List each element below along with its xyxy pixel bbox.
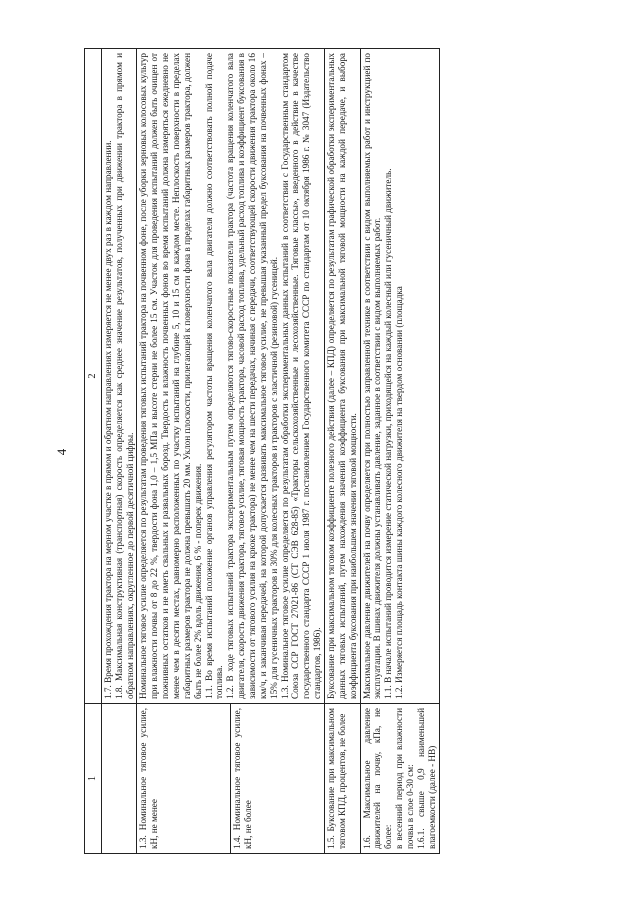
table-row: [101, 49, 137, 854]
method-paragraph: 1.2. Измеряется площадь контакта шины каждого колесного движителя на твердом основании (площадка: [394, 286, 405, 699]
row-method: [101, 49, 137, 704]
row-parameter: [360, 704, 439, 854]
method-paragraph: Номинальное тяговое усилие определяется по результатам проведения тяговых испытаний трактора на почвенном фоне, после уборки зерновых колосовых культур при влажности почвы от 8 до 22 %, твердости фона 1,0 – 1,5 МПа и высоте стерни не более 15 см. Участок для проведения испытаний должен быть очищен от пожнивных остатков и не иметь свальных и развальных борозд. Твердость и влажность почвенных фонов во время испытаний должна измеряться ежедневно не менее чем в десяти местах, равномерно расположенных по участку испытаний на глубине 5, 10 и 15 см в каждом месте. Неплоскость поверхности в пределах габаритных размеров трактора не должна превышать 20 мм. Уклон плоскости, прилегающей к поверхности фона в пределах габаритных размеров трактора, должен быть не более 2% вдоль движения, 6 % - поперек движения.: [138, 53, 203, 699]
method-paragraph: 1.2. В ходе тяговых испытаний трактора экспериментальным путем определяются тягово-скоростные показатели трактора (частота вращения коленчатого вала двигателя, скорость движения трактора, тяговое усилие, тяговая мощность трактора, часовой расход топлива, удельный расход топлива и коэффициент буксования в зависимости от тягового усилия на крюке трактора) не менее чем на шести передачах, начиная с передачи, соответствующей скорости движения трактора около 16 км/ч, и заканчивая передачей, на которой допускается развивать максимальное тяговое усилие, не превышая указанный предел буксования на почвенных фонах – 15% для гусеничных тракторов и 30% для колесных тракторов и тракторов с эластичной (резиновой) гусеницей.: [225, 53, 279, 699]
document-page: [40, 32, 600, 872]
parameter-text: 1.5. Буксование при максимальном тяговом КПД, процентов, не более: [325, 708, 347, 849]
parameter-text: 1.6. Максимальное давление движителей на почву, кПа, не более:: [361, 708, 394, 849]
row-parameter: [324, 704, 360, 854]
parameter-text: 1.3. Номинальное тяговое усилие, кН, не менее: [138, 708, 160, 849]
row-method: [137, 49, 325, 704]
row-method: [360, 49, 439, 704]
column-header-1: 1: [85, 704, 102, 854]
parameter-text: 1.4. Номинальное тяговое усилие, кН, не более: [232, 708, 254, 849]
header-row: [85, 49, 102, 854]
method-paragraph: 1.8. Максимальная конструктивная (транспортная) скорость определяется как среднее значение результатов, полученных при движении трактора в прямом и обратном направлениях, округленное до первой десятичной цифры.: [113, 53, 135, 699]
method-paragraph: Буксование при максимальном тяговом коэффициенте полезного действия (далее – КПД) определяется по результатам графической обработки экспериментальных данных тяговых испытаний, путем нахождения значений коэффициента буксования при максимальной тяговой мощности на каждой передаче, и выбора коэффициента буксования при наибольшем значении тяговой мощности.: [325, 53, 358, 699]
table-row: [360, 49, 439, 854]
table-row: [324, 49, 360, 854]
requirements-table: [84, 48, 440, 854]
method-paragraph: 1.1. В начале испытаний проводится измерение статической нагрузки, приходящейся на каждый колесный или гусеничный движитель.: [383, 168, 394, 699]
parameter-text: 1.6.1. свыше 0,9 наименьшей влагоемкости (далее - НВ): [415, 708, 437, 849]
method-paragraph: 1.7. Время прохождения трактора на мерном участке в прямом и обратном направлениях измеряется не менее двух раз в каждом направлении.: [102, 140, 113, 699]
column-header-2: 2: [85, 49, 102, 704]
table-row: [137, 49, 231, 854]
parameter-text: в весенний период при влажности почвы в слое 0-30 см:: [394, 708, 415, 849]
row-parameter: [137, 704, 231, 854]
row-parameter: [101, 704, 137, 854]
row-parameter: [231, 704, 325, 854]
page-number: 4: [54, 448, 69, 456]
method-paragraph: 1.3. Номинальное тяговое усилие определяется по результатам обработки экспериментальных данных испытаний в соответствии с Государственным стандартом Союза ССР ГОСТ 27021-86 (СТ СЭВ 628-85) «Тракторы сельскохозяйственные и лесохозяйственные. Тяговые классы», введенного в действие в качестве государственного стандарта СССР 1 июля 1987 г. постановлением Государственного комитета СССР по стандартам от 10 октября 1986 г. № 3047 (Издательство стандартов, 1986).: [279, 53, 323, 699]
method-paragraph: 1.1. Во время испытаний положение органов управления регулятором частоты вращения коленчатого вала двигателя должно соответствовать полной подаче топлива.: [203, 53, 225, 699]
method-paragraph: Максимальное давление движителей на почву определяется при полностью заправленной технике в соответствии с видом выполняемых работ и инструкцией по эксплуатации. В шинах движителя должны устанавливать давление, заданное в соответствии с видом выполняемых работ.: [361, 53, 383, 699]
row-method: [324, 49, 360, 704]
